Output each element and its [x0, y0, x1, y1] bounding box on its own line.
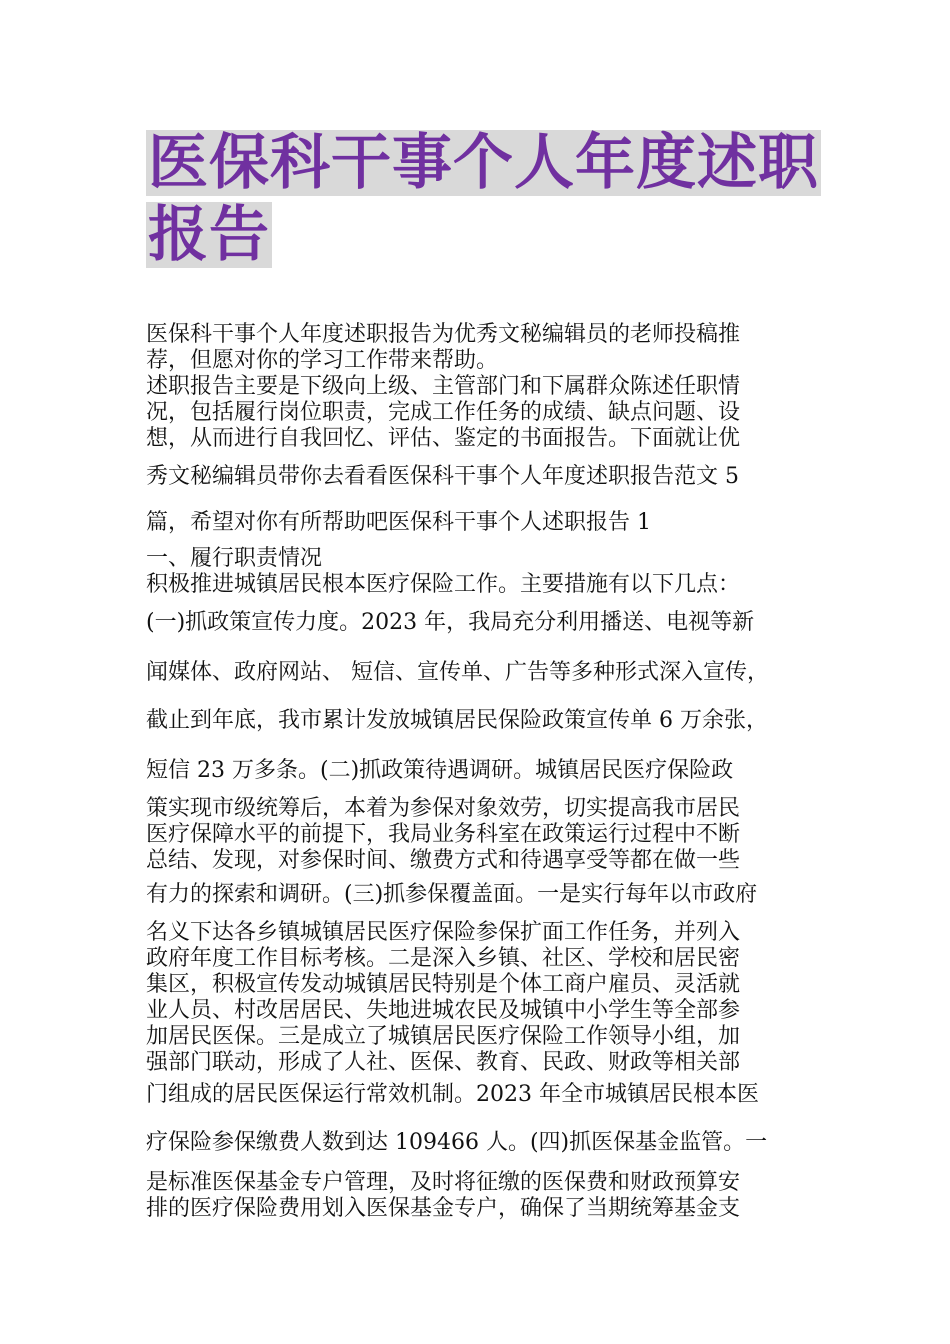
body-line-16: 总结、发现，对参保时间、缴费方式和待遇享受等都在做一些: [146, 848, 741, 873]
body-line-24: 门组成的居民医保运行常效机制。2023 年全市城镇居民根本医: [146, 1082, 759, 1107]
body-line-19: 政府年度工作目标考核。二是深入乡镇、社区、学校和居民密: [146, 946, 741, 971]
body-line-18: 名义下达各乡镇城镇居民医疗保险参保扩面工作任务，并列入: [146, 920, 741, 945]
body-line-13: 短信 23 万多条。(二)抓政策待遇调研。城镇居民医疗保险政: [146, 758, 734, 783]
document-title: [146, 128, 819, 274]
body-line-26: 是标准医保基金专户管理，及时将征缴的医保费和财政预算安: [146, 1170, 741, 1195]
body-line-15: 医疗保障水平的前提下，我局业务科室在政策运行过程中不断: [146, 822, 741, 847]
body-line-2: 荐，但愿对你的学习工作带来帮助。: [146, 348, 499, 373]
body-line-8: 一、履行职责情况: [146, 546, 323, 571]
title-line-2: 报告: [148, 200, 270, 270]
body-line-21: 业人员、村改居居民、失地进城农民及城镇中小学生等全部参: [146, 998, 741, 1023]
body-line-7: 篇，希望对你有所帮助吧医保科干事个人述职报告 1: [146, 510, 651, 535]
body-line-25: 疗保险参保缴费人数到达 109466 人。(四)抓医保基金监管。一: [146, 1130, 768, 1155]
body-line-12: 截止到年底，我市累计发放城镇居民保险政策宣传单 6 万余张，: [146, 708, 768, 733]
body-line-1: 医保科干事个人年度述职报告为优秀文秘编辑员的老师投稿推: [146, 322, 741, 347]
title-line-1: 医保科干事个人年度述职: [148, 128, 819, 198]
body-line-10: (一)抓政策宣传力度。2023 年，我局充分利用播送、电视等新: [146, 610, 755, 635]
body-line-23: 强部门联动，形成了人社、医保、教育、民政、财政等相关部: [146, 1050, 741, 1075]
body-line-4: 况，包括履行岗位职责，完成工作任务的成绩、缺点问题、设: [146, 400, 741, 425]
body-line-14: 策实现市级统筹后，本着为参保对象效劳，切实提高我市居民: [146, 796, 741, 821]
body-line-17: 有力的探索和调研。(三)抓参保覆盖面。一是实行每年以市政府: [146, 882, 758, 907]
body-line-11: 闻媒体、政府网站、 短信、宣传单、广告等多种形式深入宣传，: [146, 660, 769, 685]
body-line-9: 积极推进城镇居民根本医疗保险工作。主要措施有以下几点：: [146, 572, 741, 597]
body-line-3: 述职报告主要是下级向上级、主管部门和下属群众陈述任职情: [146, 374, 741, 399]
body-line-27: 排的医疗保险费用划入医保基金专户，确保了当期统筹基金支: [146, 1196, 741, 1221]
body-line-22: 加居民医保。三是成立了城镇居民医疗保险工作领导小组，加: [146, 1024, 741, 1049]
body-line-5: 想，从而进行自我回忆、评估、鉴定的书面报告。下面就让优: [146, 426, 741, 451]
body-line-20: 集区，积极宣传发动城镇居民特别是个体工商户雇员、灵活就: [146, 972, 741, 997]
body-line-6: 秀文秘编辑员带你去看看医保科干事个人年度述职报告范文 5: [146, 464, 739, 489]
